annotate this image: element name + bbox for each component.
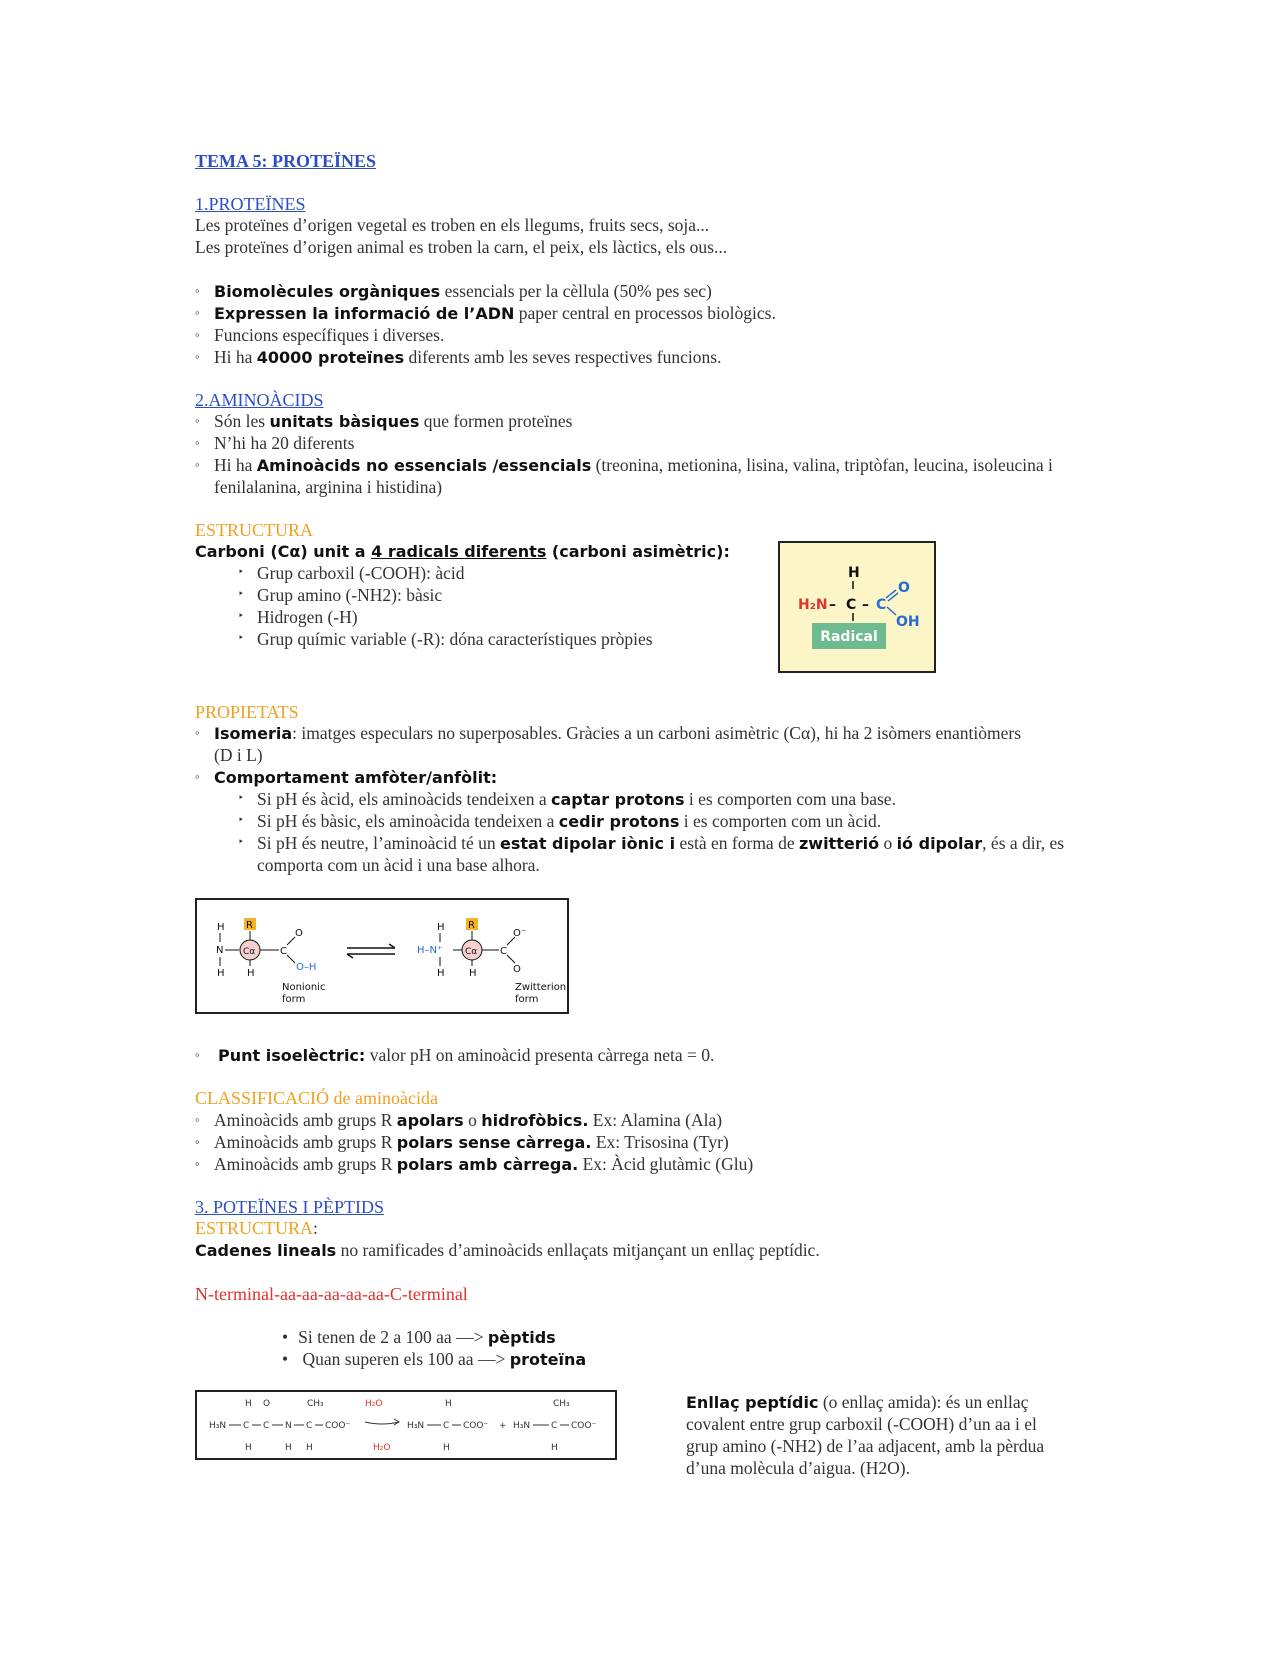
paragraph: Cadenes lineals no ramificades d’aminoàcids enllaçats mitjançant un enllaç peptídic. [195, 1240, 820, 1260]
svg-text:CH₃: CH₃ [553, 1399, 570, 1409]
subheading-propietats: PROPIETATS [195, 702, 299, 722]
bullet-mark: ‣ [238, 815, 244, 826]
peptide-bond-figure [195, 1390, 617, 1460]
svg-text:C: C [551, 1421, 558, 1431]
svg-text:H–N⁺: H–N⁺ [417, 945, 443, 956]
svg-text:Cα: Cα [465, 947, 478, 957]
svg-text:H₃N: H₃N [513, 1421, 531, 1431]
svg-text:C: C [443, 1421, 450, 1431]
svg-text:O⁻: O⁻ [513, 928, 527, 939]
bullet-mark: ‣ [238, 837, 244, 848]
list-item-continuation: (D i L) [214, 745, 263, 765]
svg-text:H: H [245, 1399, 252, 1409]
svg-text:H: H [551, 1443, 558, 1453]
svg-text:COO⁻: COO⁻ [463, 1421, 489, 1431]
section-heading-proteines: 1.PROTEÏNES [195, 194, 306, 214]
subheading-estructura-2: ESTRUCTURA: [195, 1218, 318, 1238]
bullet-mark: ◦ [195, 1112, 200, 1127]
bullet-mark: ◦ [195, 1156, 200, 1171]
svg-text:H: H [445, 1399, 452, 1409]
svg-text:form: form [515, 994, 539, 1005]
svg-text:N: N [285, 1421, 292, 1431]
enllac-peptidic-text: d’una molècula d’aigua. (H2O). [686, 1458, 911, 1478]
estructura-lead: Carboni (Cα) unit a 4 radicals diferents (carboni asimètric): [195, 542, 730, 561]
svg-text:H₃N: H₃N [407, 1421, 425, 1431]
zwitterion-diagram [197, 900, 567, 1012]
bullet-mark: ◦ [195, 413, 200, 428]
svg-text:C: C [243, 1421, 250, 1431]
svg-text:O: O [513, 964, 521, 975]
svg-text:C: C [500, 946, 507, 957]
list-item: • Quan superen els 100 aa —> proteïna [282, 1349, 587, 1369]
amino-acid-structure [780, 543, 934, 671]
svg-text:R: R [468, 920, 475, 931]
svg-text:H: H [217, 968, 225, 979]
svg-text:COO⁻: COO⁻ [325, 1421, 351, 1431]
svg-text:C: C [306, 1421, 313, 1431]
svg-text:C: C [263, 1421, 270, 1431]
radical-label: Radical [820, 629, 878, 645]
svg-text:H₂O: H₂O [373, 1443, 391, 1453]
amino-group-label: H₂N [798, 597, 828, 613]
section-heading-aminoacids: 2.AMINOÀCIDS [195, 390, 324, 410]
svg-text:O: O [263, 1399, 271, 1409]
bullet-mark: ◦ [195, 283, 200, 298]
bullet-mark: ‣ [238, 567, 244, 578]
svg-text:O–H: O–H [296, 962, 317, 973]
svg-text:H: H [437, 922, 445, 933]
enllac-peptidic-text: grup amino (-NH2) de l’aa adjacent, amb la pèrdua [686, 1436, 1045, 1456]
svg-text:CH₃: CH₃ [307, 1399, 324, 1409]
carboxyl-carbon-label: C [876, 597, 887, 613]
oxygen-label: O [898, 580, 910, 596]
zwitterion-figure [195, 898, 569, 1014]
bullet-mark: ◦ [195, 1047, 200, 1062]
bullet-mark: ◦ [195, 349, 200, 364]
peptide-bond-diagram [197, 1392, 615, 1458]
svg-text:+: + [499, 1421, 507, 1431]
svg-text:R: R [246, 920, 253, 931]
svg-text:Cα: Cα [243, 947, 256, 957]
bullet-mark: ◦ [195, 1134, 200, 1149]
bullet-mark: ◦ [195, 725, 200, 740]
enllac-peptidic-text: covalent entre grup carboxil (-COOH) d’un aa i el [686, 1414, 1037, 1434]
svg-text:H₂O: H₂O [365, 1399, 383, 1409]
paragraph: Les proteïnes d’origen animal es troben la carn, el peix, els làctics, els ous... [195, 237, 728, 257]
bullet-mark: ◦ [195, 305, 200, 320]
bullet-mark: ‣ [238, 793, 244, 804]
svg-text:C: C [280, 946, 287, 957]
amino-acid-figure [778, 541, 936, 673]
svg-text:H: H [443, 1443, 450, 1453]
svg-text:H: H [247, 968, 255, 979]
subheading-classificacio: CLASSIFICACIÓ de aminoàcida [195, 1088, 438, 1108]
list-item-continuation: comporta com un àcid i una base alhora. [257, 855, 540, 875]
section-heading-peptids: 3. POTEÏNES I PÈPTIDS [195, 1197, 385, 1217]
zwitterion-label: Zwitterion [515, 982, 567, 993]
svg-text:–: – [862, 597, 869, 613]
bullet-mark: ◦ [195, 327, 200, 342]
svg-text:H: H [285, 1443, 292, 1453]
svg-text:H: H [245, 1443, 252, 1453]
svg-text:form: form [282, 994, 306, 1005]
svg-text:O: O [295, 928, 303, 939]
svg-text:H: H [469, 968, 477, 979]
bullet-mark: ‣ [238, 589, 244, 600]
hydroxyl-label: OH [896, 614, 920, 630]
svg-text:N: N [216, 945, 224, 956]
bullet-mark: ‣ [238, 611, 244, 622]
svg-text:COO⁻: COO⁻ [571, 1421, 597, 1431]
hydrogen-label: H [848, 565, 860, 581]
list-item: • Si tenen de 2 a 100 aa —> pèptids [282, 1327, 556, 1347]
page-title: TEMA 5: PROTEÏNES [195, 151, 377, 171]
nonionic-label: Nonionic [282, 982, 326, 993]
svg-text:H₃N: H₃N [209, 1421, 227, 1431]
svg-text:H: H [217, 922, 225, 933]
enllac-peptidic-text: Enllaç peptídic (o enllaç amida): és un enllaç [686, 1392, 1029, 1412]
bullet-mark: ◦ [195, 457, 200, 472]
list-item-continuation: fenilalanina, arginina i histidina) [214, 477, 443, 497]
document-page: TEMA 5: PROTEÏNES 1.PROTEÏNES Les proteïnes d’origen vegetal es troben en els llegums, fruits secs, soja... Les proteïnes d’origen animal es troben la carn, el peix, els làctics, els ous... ◦ Biomolècules orgàniques essencials per la cèllula (50% pes sec) ◦ Expressen la informació de l’ADN paper central en processos biològics. ◦ Funcions específiques i diverses. ◦ Hi ha 40000 proteïnes diferents amb les seves respectives funcions. 2.AMINOÀCIDS ◦ Són les unitats bàsiques que formen proteïnes ◦ N’hi ha 20 diferents ◦ Hi ha Aminoàcids no essencials /essencials (treonina, metionina, lisina, valina, triptòfan, leucina, isoleucina i fenilalanina, arginina i histidina) ESTRUCTURA Carboni (Cα) unit a 4 radicals diferents (carboni asimètric): ‣ Grup carboxil (-COOH): àcid ‣ Grup amino (-NH2): bàsic ‣ Hidrogen (-H) ‣ Grup químic variable (-R): dóna característiques pròpies H H₂N – C – C O OH Radical PROPIETATS ◦ Isomeria: imatges especulars no superposables. Gràcies a un carboni asimètric (Cα), hi ha 2 isòmers enantiòmers (D i L) ◦ Comportament amfòter/anfòlit: ‣ Si pH és àcid, els aminoàcids tendeixen a captar protons i es comporten com una base. ‣ Si pH és bàsic, els aminoàcida tendeixen a cedir protons i es comporten com un àcid. ‣ Si pH és neutre, l’aminoàcid té un estat dipolar iònic i està en forma de zwitterió o ió dipolar, és a dir, es comporta com un àcid i una base alhora. H N H R Cα H C O O–H Nonionic form H H–N⁺ H R Cα H C O⁻ O Zwitterion form ◦ Punt isoelèctric: valor pH on aminoàcid presenta càrrega neta = 0. CLASSIFICACIÓ de aminoàcida ◦ Aminoàcids amb grups R apolars o hidrofòbics. Ex: Alamina (Ala) ◦ Aminoàcids amb grups R polars sense càrrega. Ex: Trisosina (Tyr) ◦ Aminoàcids amb grups R polars amb càrrega. Ex: Àcid glutàmic (Glu) 3. POTEÏNES I PÈPTIDS ESTRUCTURA: Cadenes lineals no ramificades d’aminoàcids enllaçats mitjançant un enllaç peptídic. N-terminal-aa-aa-aa-aa-aa-C-terminal • Si tenen de 2 a 100 aa —> pèptids • Quan superen els 100 aa —> proteïna H O CH₃ H₂O H CH₃ H₃N C C N C COO⁻ H₃N C COO⁻ + H₃N C COO⁻ H H H H₂O H H Enllaç peptídic (o enllaç amida): és un enllaç covalent entre grup carboxil (-COOH) d’un aa i el grup amino (-NH2) de l’aa adjacent, amb la pèrdua d’una molècula d’aigua. (H2O). [195, 151, 1065, 1478]
paragraph: Les proteïnes d’origen vegetal es troben en els llegums, fruits secs, soja... [195, 215, 710, 235]
subheading-estructura: ESTRUCTURA [195, 520, 314, 540]
svg-text:–: – [829, 597, 836, 613]
bullet-mark: ◦ [195, 769, 200, 784]
svg-text:H: H [437, 968, 445, 979]
svg-text:H: H [306, 1443, 313, 1453]
bullet-mark: ◦ [195, 435, 200, 450]
alpha-carbon-label: C [846, 597, 857, 613]
peptide-chain-text: N-terminal-aa-aa-aa-aa-aa-C-terminal [195, 1284, 468, 1304]
bullet-mark: ‣ [238, 633, 244, 644]
